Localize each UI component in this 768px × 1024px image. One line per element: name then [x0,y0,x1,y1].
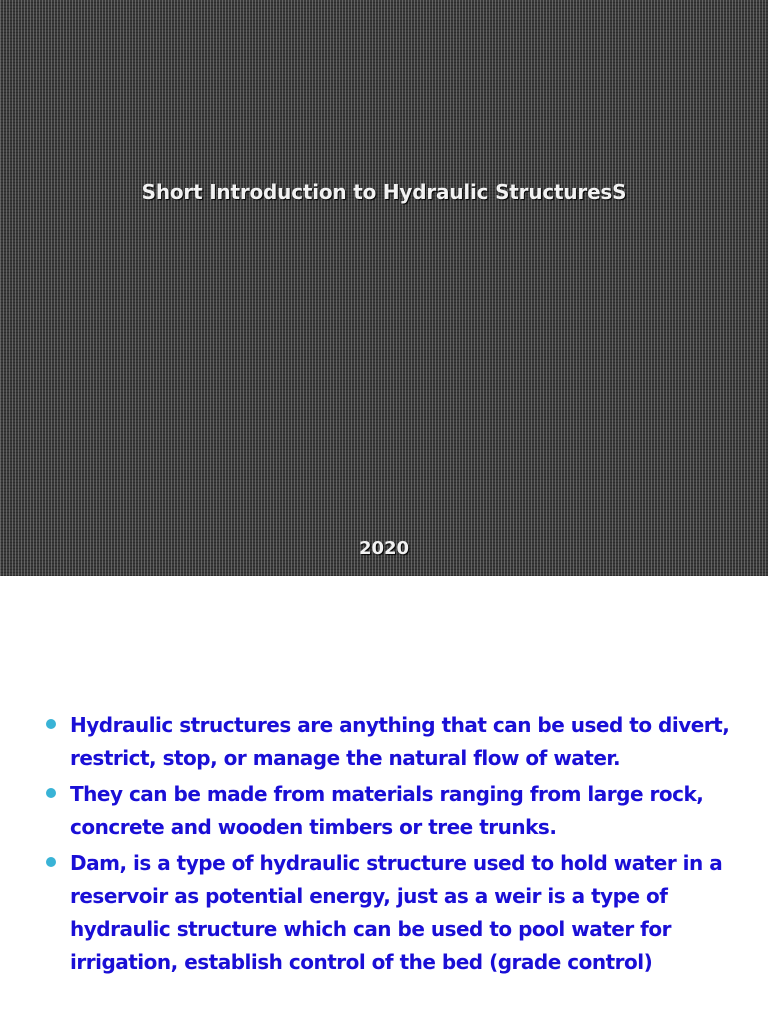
bullet-dot-icon [46,788,56,798]
bullet-item [46,709,762,775]
bullet-text: Hydraulic structures are anything that can be used to divert, restrict, stop, or manage the natural flow of water. [70,713,730,770]
bullet-text: They can be made from materials ranging from large rock, concrete and wooden timbers or tree trunks. [70,782,704,839]
slide-title: Short Introduction to Hydraulic StructuresS [141,180,627,204]
bullet-item [46,847,762,979]
slide-year: 2020 [358,538,410,559]
bullet-list [46,709,762,982]
bullet-text: Dam, is a type of hydraulic structure used to hold water in a reservoir as potential energy, just as a weir is a type of hydraulic structure which can be used to pool water for irrigation, establish control of the bed (grade control) [70,851,723,974]
bullet-dot-icon [46,719,56,729]
content-slide [0,576,768,1024]
bullet-item [46,778,762,844]
bullet-dot-icon [46,857,56,867]
